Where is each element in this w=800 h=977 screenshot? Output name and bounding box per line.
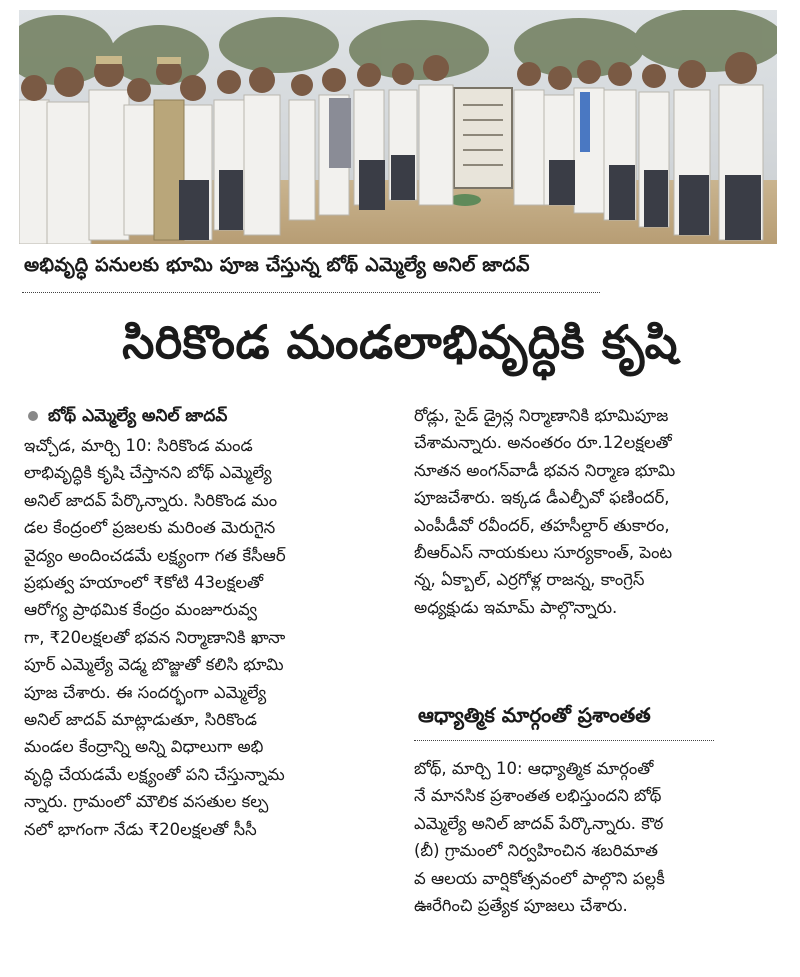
photo-caption: అభివృద్ధి పనులకు భూమి పూజ చేస్తున్న బోథ్ ఎమ్మెల్యే అనిల్ జాదవ్ [24,254,530,276]
article-line: అనిల్ జాదవ్ పేర్కొన్నారు. సిరికొండ మం [24,490,278,510]
article-line: నూతన అంగన్‌వాడీ భవన నిర్మాణ భూమి [414,460,676,480]
caption-divider [22,292,600,293]
article-line: నలో భాగంగా నేడు ₹20లక్షలతో సీసీ [24,819,257,839]
news-photo [19,10,777,244]
article-line: నే మానసిక ప్రశాంతత లభిస్తుందని బోథ్ [414,786,662,806]
article-line: అనిల్ జాదవ్ మాట్లాడుతూ, సిరికొండ [24,710,258,730]
article-line: ఊరేగించి ప్రత్యేక పూజలు చేశారు. [414,896,628,916]
byline-text: బోథ్ ఎమ్మెల్యే అనిల్ జాదవ్ [48,406,228,426]
second-article-column [414,755,784,919]
article-left-column [24,402,396,843]
article-line: మండల కేంద్రాన్ని అన్ని విధాలుగా అభి [24,737,264,757]
article-line: పూర్ ఎమ్మెల్యే వెడ్మ బొజ్జుతో కలిసి భూమి [24,655,284,675]
article-line: అధ్యక్షుడు ఇమామ్ పాల్గొన్నారు. [414,597,618,617]
sub-headline: ఆధ్యాత్మిక మార్గంతో ప్రశాంతత [418,703,651,727]
headline: సిరికొండ మండలాభివృద్ధికి కృషి [122,315,678,369]
article-line: బోథ్, మార్చి 10: ఆధ్యాత్మిక మార్గంతో [414,759,654,778]
article-line: ఇచ్చోడ, మార్చి 10: సిరికొండ మండ [24,436,253,455]
article-line: పూజ చేశారు. ఈ సందర్భంగా ఎమ్మెల్యే [24,682,267,702]
article-right-column [414,402,784,621]
article-line: ప్రభుత్వ హయాంలో ₹కోటి 43లక్షలతో [24,573,264,593]
article-line: వ ఆలయ వార్షికోత్సవంలో పాల్గొని పల్లకీ [414,868,665,888]
article-line: రోడ్లు, సైడ్ డ్రైన్ల నిర్మాణానికి భూమిపూజ [414,406,669,425]
article-line: చేశామన్నారు. అనంతరం రూ.12లక్షలతో [414,433,672,453]
article-line: ఎమ్మెల్యే అనిల్ జాదవ్ పేర్కొన్నారు. కౌఠ [414,813,664,833]
group-photo-illustration [19,10,777,244]
article-line: లాభివృద్ధికి కృషి చేస్తానని బోథ్ ఎమ్మెల్యే [24,463,272,483]
article-line: (బీ) గ్రామంలో నిర్వహించిన శబరిమాత [414,841,659,861]
byline [24,402,396,430]
article-line: ఆరోగ్య ప్రాథమిక కేంద్రం మంజూరువ్వ [24,600,258,620]
article-line: న్న, ఏక్బాల్, ఎర్రగోళ్ల రాజన్న, కాంగ్రెస్ [414,570,645,590]
article-line: పూజచేశారు. ఇక్కడ డీఎల్పీవో ఫణిందర్, [414,488,670,508]
article-line: వృద్ధి చేయడమే లక్ష్యంతో పని చేస్తున్నామ [24,764,285,784]
article-line: బీఆర్ఎస్ నాయకులు సూర్యకాంత్, పెంట [414,543,673,563]
article-line: ఎంపీడీవో రవీందర్, తహసీల్దార్ తుకారం, [414,515,670,535]
article-line: వైద్యం అందించడమే లక్ష్యంగా గత కేసీఆర్ [24,545,286,565]
article-line: న్నారు. గ్రామంలో మౌలిక వసతుల కల్ప [24,792,269,812]
subhead-divider [414,740,714,741]
article-line: డల కేంద్రంలో ప్రజలకు మరింత మెరుగైన [24,518,276,538]
article-line: గా, ₹20లక్షలతో భవన నిర్మాణానికి ఖానా [24,627,286,647]
bullet-icon [28,411,38,421]
